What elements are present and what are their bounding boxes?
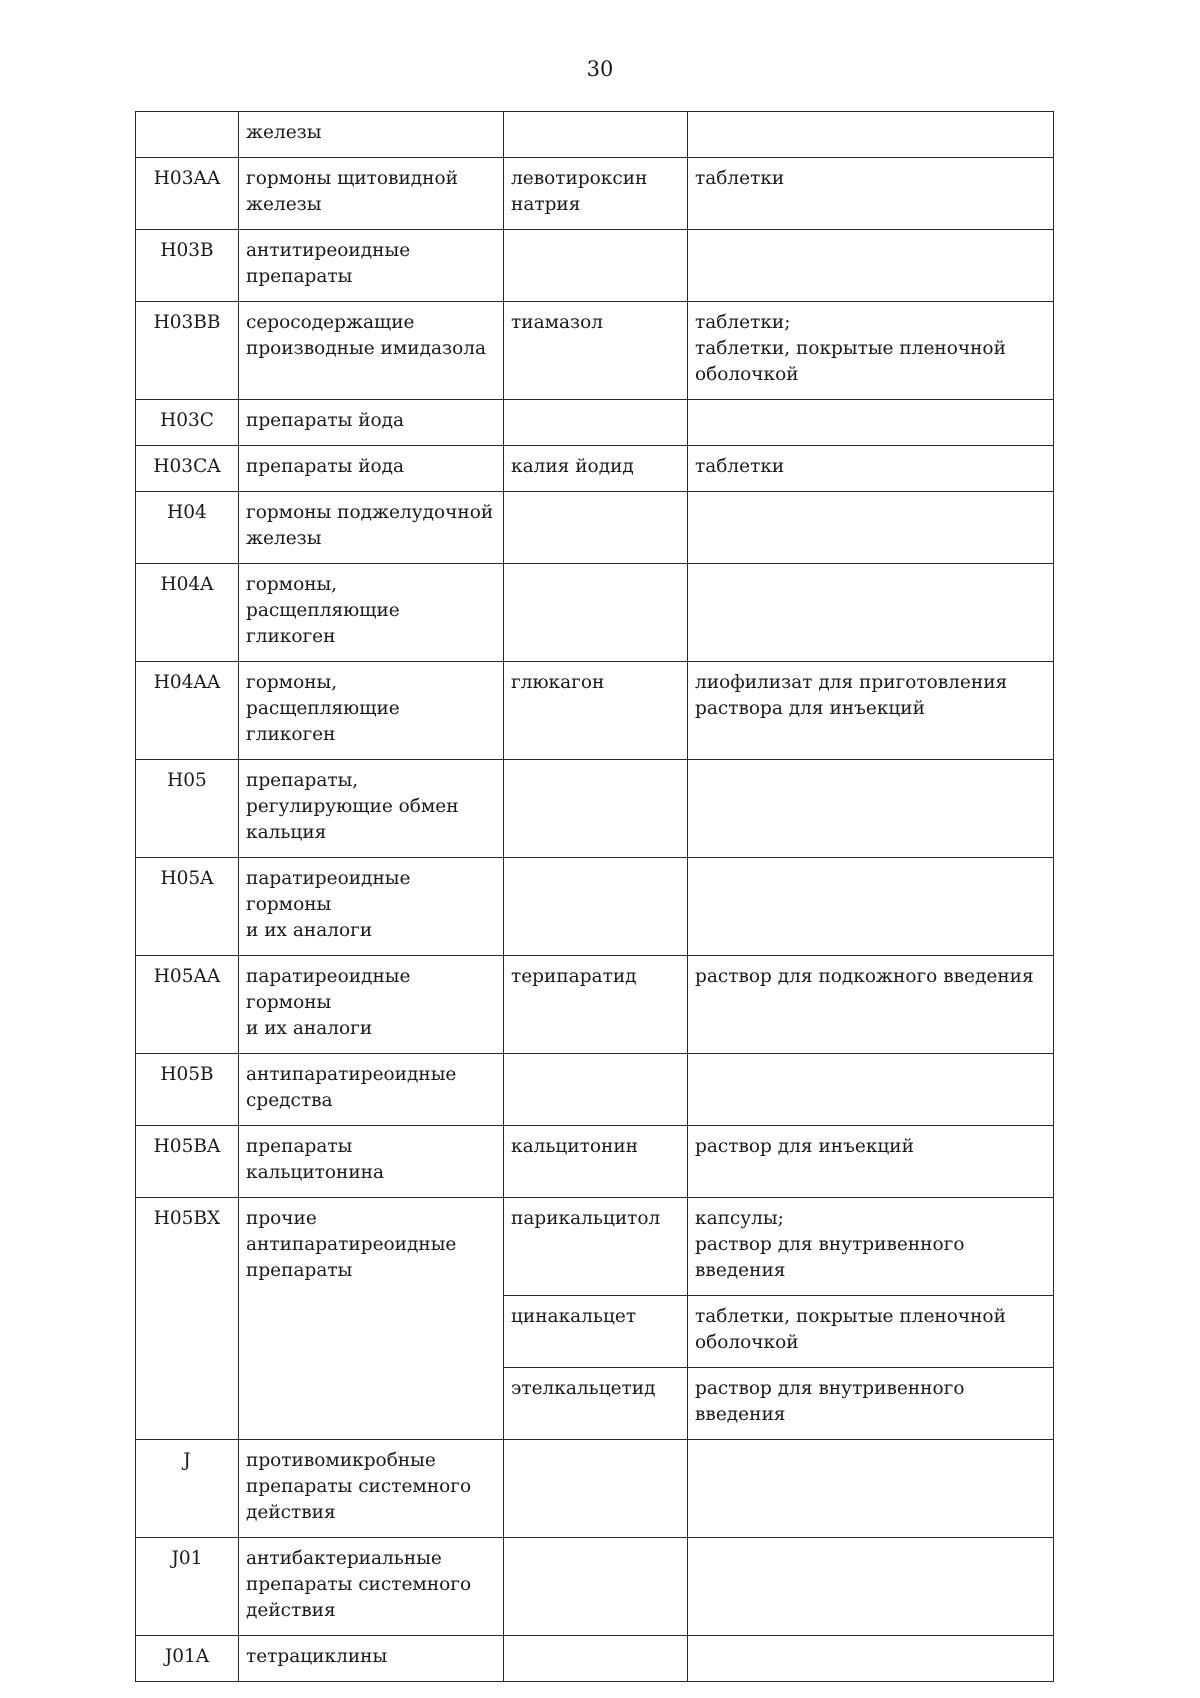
- drug-name-cell: [504, 858, 688, 956]
- table-row: [136, 760, 1054, 858]
- atc-code-cell: H04: [136, 492, 239, 564]
- dosage-form-cell: [688, 1054, 1054, 1126]
- drug-name-cell: [504, 1054, 688, 1126]
- atc-code-cell: J01A: [136, 1636, 239, 1682]
- table-row: [136, 956, 1054, 1054]
- dosage-form-cell: [688, 858, 1054, 956]
- drug-name-cell: этелкальцетид: [504, 1368, 688, 1440]
- drug-name-cell: тиамазол: [504, 302, 688, 400]
- drug-name-cell: [504, 564, 688, 662]
- atc-code-cell: H03C: [136, 400, 239, 446]
- group-name-cell: препараты кальцитонина: [239, 1126, 504, 1198]
- atc-code-cell: [136, 112, 239, 158]
- page-number: 30: [586, 57, 614, 81]
- drug-name-cell: [504, 760, 688, 858]
- dosage-form-cell: [688, 112, 1054, 158]
- table-row: [136, 564, 1054, 662]
- group-name-cell: тетрациклины: [239, 1636, 504, 1682]
- drug-name-cell: [504, 1440, 688, 1538]
- group-name-cell: паратиреоидные гормоны и их аналоги: [239, 858, 504, 956]
- table-row: [136, 1440, 1054, 1538]
- group-name-cell: гормоны поджелудочной железы: [239, 492, 504, 564]
- group-name-cell: противомикробные препараты системного действия: [239, 1440, 504, 1538]
- atc-code-cell: H05AA: [136, 956, 239, 1054]
- group-name-cell: паратиреоидные гормоны и их аналоги: [239, 956, 504, 1054]
- dosage-form-cell: [688, 230, 1054, 302]
- dosage-form-cell: раствор для подкожного введения: [688, 956, 1054, 1054]
- dosage-form-cell: таблетки: [688, 446, 1054, 492]
- group-name-cell: антибактериальные препараты системного действия: [239, 1538, 504, 1636]
- table-row: [136, 1538, 1054, 1636]
- drug-name-cell: кальцитонин: [504, 1126, 688, 1198]
- dosage-form-cell: раствор для инъекций: [688, 1126, 1054, 1198]
- dosage-form-cell: раствор для внутривенного введения: [688, 1368, 1054, 1440]
- table-row: [136, 662, 1054, 760]
- group-name-cell: препараты йода: [239, 446, 504, 492]
- dosage-form-cell: [688, 1636, 1054, 1682]
- dosage-form-cell: капсулы; раствор для внутривенного введения: [688, 1198, 1054, 1296]
- table-row: [136, 158, 1054, 230]
- atc-code-cell: H05A: [136, 858, 239, 956]
- atc-code-cell: H03B: [136, 230, 239, 302]
- group-name-cell: антипаратиреоидные средства: [239, 1054, 504, 1126]
- group-name-cell: железы: [239, 112, 504, 158]
- table-row: [136, 1126, 1054, 1198]
- group-name-cell: препараты, регулирующие обмен кальция: [239, 760, 504, 858]
- drug-name-cell: [504, 230, 688, 302]
- drug-classification-table: [135, 111, 1054, 1682]
- group-name-cell: гормоны щитовидной железы: [239, 158, 504, 230]
- atc-code-cell: J: [136, 1440, 239, 1538]
- atc-code-cell: H04A: [136, 564, 239, 662]
- table-row: [136, 1636, 1054, 1682]
- table-row: [136, 230, 1054, 302]
- atc-code-cell: J01: [136, 1538, 239, 1636]
- table-row: [136, 1198, 1054, 1296]
- drug-name-cell: левотироксин натрия: [504, 158, 688, 230]
- table-row: [136, 400, 1054, 446]
- group-name-cell: гормоны, расщепляющие гликоген: [239, 564, 504, 662]
- table-row: [136, 1054, 1054, 1126]
- dosage-form-cell: лиофилизат для приготовления раствора для инъекций: [688, 662, 1054, 760]
- atc-code-cell: H03CA: [136, 446, 239, 492]
- table-row: [136, 112, 1054, 158]
- group-name-cell: препараты йода: [239, 400, 504, 446]
- dosage-form-cell: [688, 400, 1054, 446]
- drug-name-cell: цинакальцет: [504, 1296, 688, 1368]
- drug-name-cell: [504, 112, 688, 158]
- drug-name-cell: терипаратид: [504, 956, 688, 1054]
- group-name-cell: серосодержащие производные имидазола: [239, 302, 504, 400]
- group-name-cell: антитиреоидные препараты: [239, 230, 504, 302]
- drug-name-cell: [504, 1636, 688, 1682]
- table-row: [136, 858, 1054, 956]
- group-name-cell: гормоны, расщепляющие гликоген: [239, 662, 504, 760]
- atc-code-cell: H03BB: [136, 302, 239, 400]
- atc-code-cell: H03AA: [136, 158, 239, 230]
- dosage-form-cell: [688, 1440, 1054, 1538]
- dosage-form-cell: таблетки: [688, 158, 1054, 230]
- group-name-cell: прочие антипаратиреоидные препараты: [239, 1198, 504, 1440]
- atc-code-cell: H04AA: [136, 662, 239, 760]
- table-row: [136, 492, 1054, 564]
- drug-name-cell: [504, 492, 688, 564]
- table-row: [136, 302, 1054, 400]
- atc-code-cell: H05BX: [136, 1198, 239, 1440]
- drug-name-cell: глюкагон: [504, 662, 688, 760]
- dosage-form-cell: [688, 492, 1054, 564]
- drug-name-cell: [504, 1538, 688, 1636]
- table-row: [136, 446, 1054, 492]
- drug-name-cell: [504, 400, 688, 446]
- drug-name-cell: калия йодид: [504, 446, 688, 492]
- atc-code-cell: H05: [136, 760, 239, 858]
- dosage-form-cell: таблетки; таблетки, покрытые пленочной оболочкой: [688, 302, 1054, 400]
- dosage-form-cell: [688, 760, 1054, 858]
- dosage-form-cell: [688, 564, 1054, 662]
- atc-code-cell: H05B: [136, 1054, 239, 1126]
- drug-name-cell: парикальцитол: [504, 1198, 688, 1296]
- dosage-form-cell: таблетки, покрытые пленочной оболочкой: [688, 1296, 1054, 1368]
- atc-code-cell: H05BA: [136, 1126, 239, 1198]
- dosage-form-cell: [688, 1538, 1054, 1636]
